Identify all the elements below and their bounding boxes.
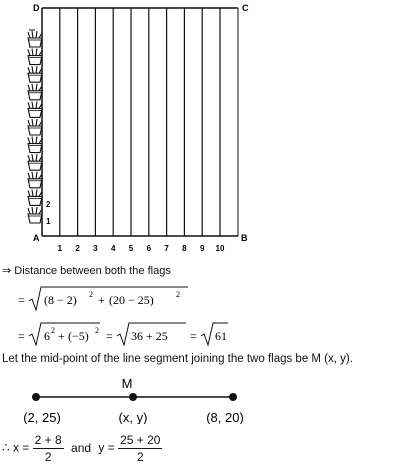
flowerpot-icon xyxy=(28,66,42,82)
x-tick-label: 1 xyxy=(57,244,63,253)
midpoint-statement: Let the mid-point of the line segment joining the two flags be M (x, y). xyxy=(2,353,353,365)
eq2-exp-a: 2 xyxy=(51,326,55,335)
x-tick-label: 6 xyxy=(146,244,152,253)
and-word: and xyxy=(71,440,92,455)
flowerpot-icon xyxy=(28,154,42,170)
flowerpot-icon xyxy=(28,207,42,223)
segment-diagram xyxy=(0,372,260,424)
x-numerator: 2 + 8 xyxy=(34,433,62,447)
y-mark-2: 2 xyxy=(46,200,51,209)
final-equation xyxy=(2,433,162,464)
point-left xyxy=(32,393,40,401)
point-right xyxy=(229,393,237,401)
flowerpot-icon xyxy=(28,137,42,153)
x-tick-label: 4 xyxy=(110,244,116,253)
eq1-equals: = xyxy=(18,293,25,307)
x-tick-label: 8 xyxy=(182,244,187,253)
distance-formula-1 xyxy=(18,284,218,316)
eq2-equals-2: = xyxy=(106,329,113,343)
y-equals: y = xyxy=(98,440,115,455)
y-fraction xyxy=(118,433,162,464)
middle-point-label: (x, y) xyxy=(118,410,148,424)
eq2-equals: = xyxy=(18,329,25,343)
eq1-plus: + xyxy=(98,293,105,307)
eq2-exp-b: 2 xyxy=(95,326,99,335)
point-middle xyxy=(129,393,137,401)
midpoint-m-label: M xyxy=(121,376,133,391)
eq1-exp-a: 2 xyxy=(89,290,93,299)
y-denominator: 2 xyxy=(136,450,144,464)
x-tick-labels xyxy=(58,244,225,253)
grid-lines xyxy=(29,8,220,236)
therefore-x: ∴ x = xyxy=(2,440,30,455)
corner-label-d: D xyxy=(33,3,40,13)
x-fraction xyxy=(33,433,64,464)
flowerpot-icon xyxy=(28,101,42,117)
x-tick-label: 10 xyxy=(215,244,225,253)
eq2-equals-3: = xyxy=(190,329,197,343)
x-tick-label: 9 xyxy=(199,244,205,253)
flowerpots xyxy=(28,31,42,223)
y-mark-1: 1 xyxy=(46,217,51,226)
distance-intro: ⇒ Distance between both the flags xyxy=(2,265,171,277)
eq2-result: 61 xyxy=(215,329,227,343)
x-tick-label: 5 xyxy=(128,244,134,253)
x-denominator: 2 xyxy=(44,450,52,464)
distance-formula-2 xyxy=(18,320,278,350)
eq1-term-a: (8 − 2) xyxy=(44,293,77,307)
corner-label-b: B xyxy=(241,233,248,243)
x-tick-label: 2 xyxy=(75,244,80,253)
flowerpot-icon xyxy=(28,119,42,135)
y-numerator: 25 + 20 xyxy=(120,433,161,447)
left-point-label: (2, 25) xyxy=(23,410,61,424)
right-point-label: (8, 20) xyxy=(206,410,244,424)
flowerpot-icon xyxy=(28,49,42,65)
eq2-plus: + xyxy=(58,329,65,343)
x-tick-label: 3 xyxy=(93,244,98,253)
flowerpot-icon xyxy=(28,31,42,47)
flowerpot-icon xyxy=(28,84,42,100)
eq2-term-b: (−5) xyxy=(68,329,89,343)
flowerpot-icon xyxy=(28,172,42,188)
eq1-term-b: (20 − 25) xyxy=(109,293,154,307)
x-tick-label: 7 xyxy=(164,244,169,253)
eq2-sum: 36 + 25 xyxy=(131,329,168,343)
corner-label-a: A xyxy=(33,233,40,243)
eq1-exp-b: 2 xyxy=(176,290,180,299)
corner-label-c: C xyxy=(242,3,249,13)
eq2-term-a: 6 xyxy=(44,329,50,343)
flowerpot-icon xyxy=(28,189,42,205)
